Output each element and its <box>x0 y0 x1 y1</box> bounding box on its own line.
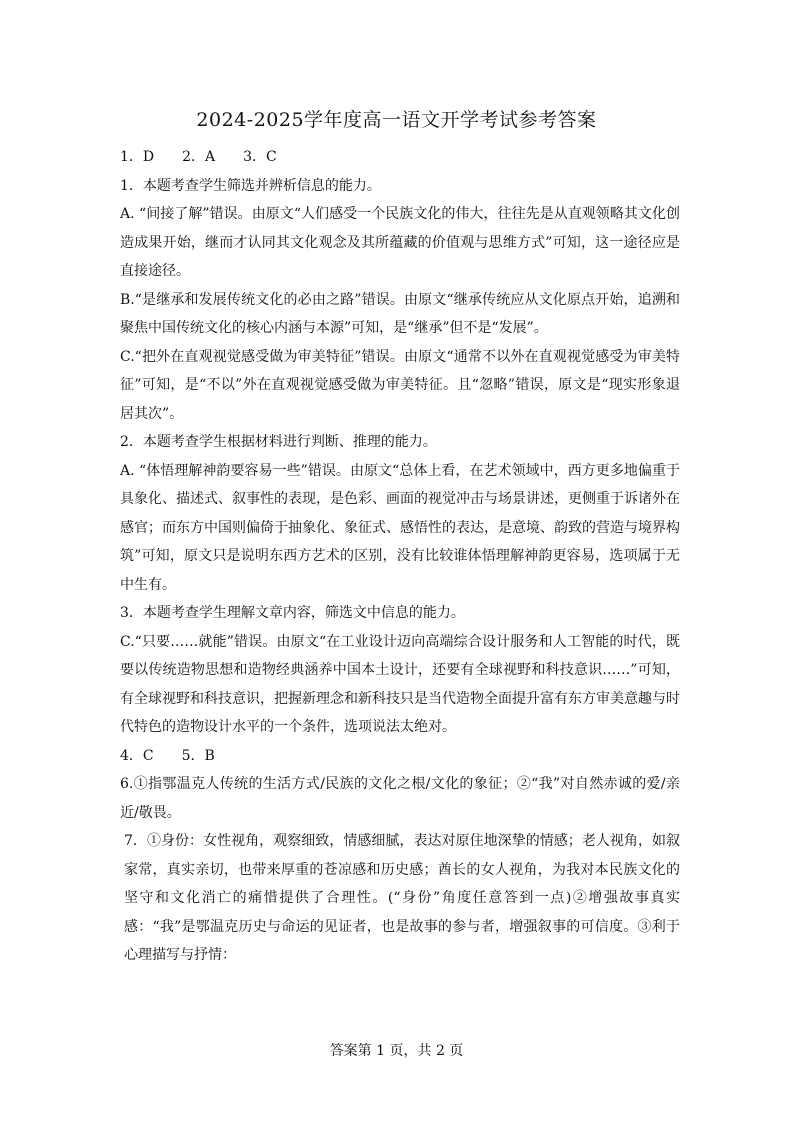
paragraph-q1-option-c: C.“把外在直观视觉感受做为审美特征”错误。由原文“通常不以外在直观视觉感受为审美特征”可知，是“不以”外在直观视觉感受做为审美特征。且“忽略”错误，原文是“现实形象退居其次”。 <box>120 348 680 422</box>
answers-4-5: 4．C 5．B <box>120 747 215 764</box>
answers-1-3: 1．D 2．A 3．C <box>120 149 277 165</box>
document-body <box>120 143 680 970</box>
paragraph-q2-option-a: A. “体悟理解神韵要容易一些”错误。由原文“总体上看，在艺术领域中，西方更多地偏重于具象化、描述式、叙事性的表现，是色彩、画面的视觉冲击与场景讲述，更侧重于诉诸外在感官；而东方中国则偏倚于抽象化、象征式、感悟性的表达，是意境、韵致的营造与境界构筑”可知，原文只是说明东西方艺术的区别，没有比较谁体悟理解神韵更容易，选项属于无中生有。 <box>120 462 680 593</box>
paragraph-q7: 7．①身份：女性视角，观察细致，情感细腻，表达对原住地深挚的情感；老人视角，如叙家常，真实亲切，也带来厚重的苍凉感和历史感；酋长的女人视角，为我对本民族文化的坚守和文化消亡的痛惜提供了合理性。(“身份”角度任意答到一点)②增强故事真实感：“我”是鄂温克历史与命运的见证者，也是故事的参与者，增强叙事的可信度。③利于心理描写与抒情： <box>124 833 680 963</box>
paragraph-q1-option-a: A. “间接了解”错误。由原文“人们感受一个民族文化的伟大，往往先是从直观领略其文化创造成果开始，继而才认同其文化观念及其所蕴藏的价值观与思维方式”可知，这一途径应是直接途径。 <box>120 206 680 279</box>
paragraph-q1-heading: 1．本题考查学生筛选并辨析信息的能力。 <box>120 177 381 194</box>
paragraph-q3-option-c: C.“只要……就能”错误。由原文“在工业设计迈向高端综合设计服务和人工智能的时代，既要以传统造物思想和造物经典涵养中国本土设计，还要有全球视野和科技意识……”可知，有全球视野和科技意识，把握新理念和新科技只是当代造物全面提升富有东方审美意趣与时代特色的造物设计水平的一个条件，选项说法太绝对。 <box>120 633 680 735</box>
paragraph-q2-heading: 2．本题考查学生根据材料进行判断、推理的能力。 <box>120 434 437 450</box>
page-footer: 答案第 1 页，共 2 页 <box>329 1043 464 1059</box>
page-title: 2024-2025学年度高一语文开学考试参考答案 <box>196 109 597 131</box>
paragraph-q3-heading: 3．本题考查学生理解文章内容，筛选文中信息的能力。 <box>120 605 465 621</box>
paragraph-q1-option-b: B.“是继承和发展传统文化的必由之路”错误。由原文“继承传统应从文化原点开始，追溯和聚焦中国传统文化的核心内涵与本源”可知，是“继承”但不是“发展”。 <box>120 291 680 336</box>
paragraph-q6: 6.①指鄂温克人传统的生活方式/民族的文化之根/文化的象征；②“我”对自然赤诚的爱/亲近/敬畏。 <box>120 776 680 821</box>
